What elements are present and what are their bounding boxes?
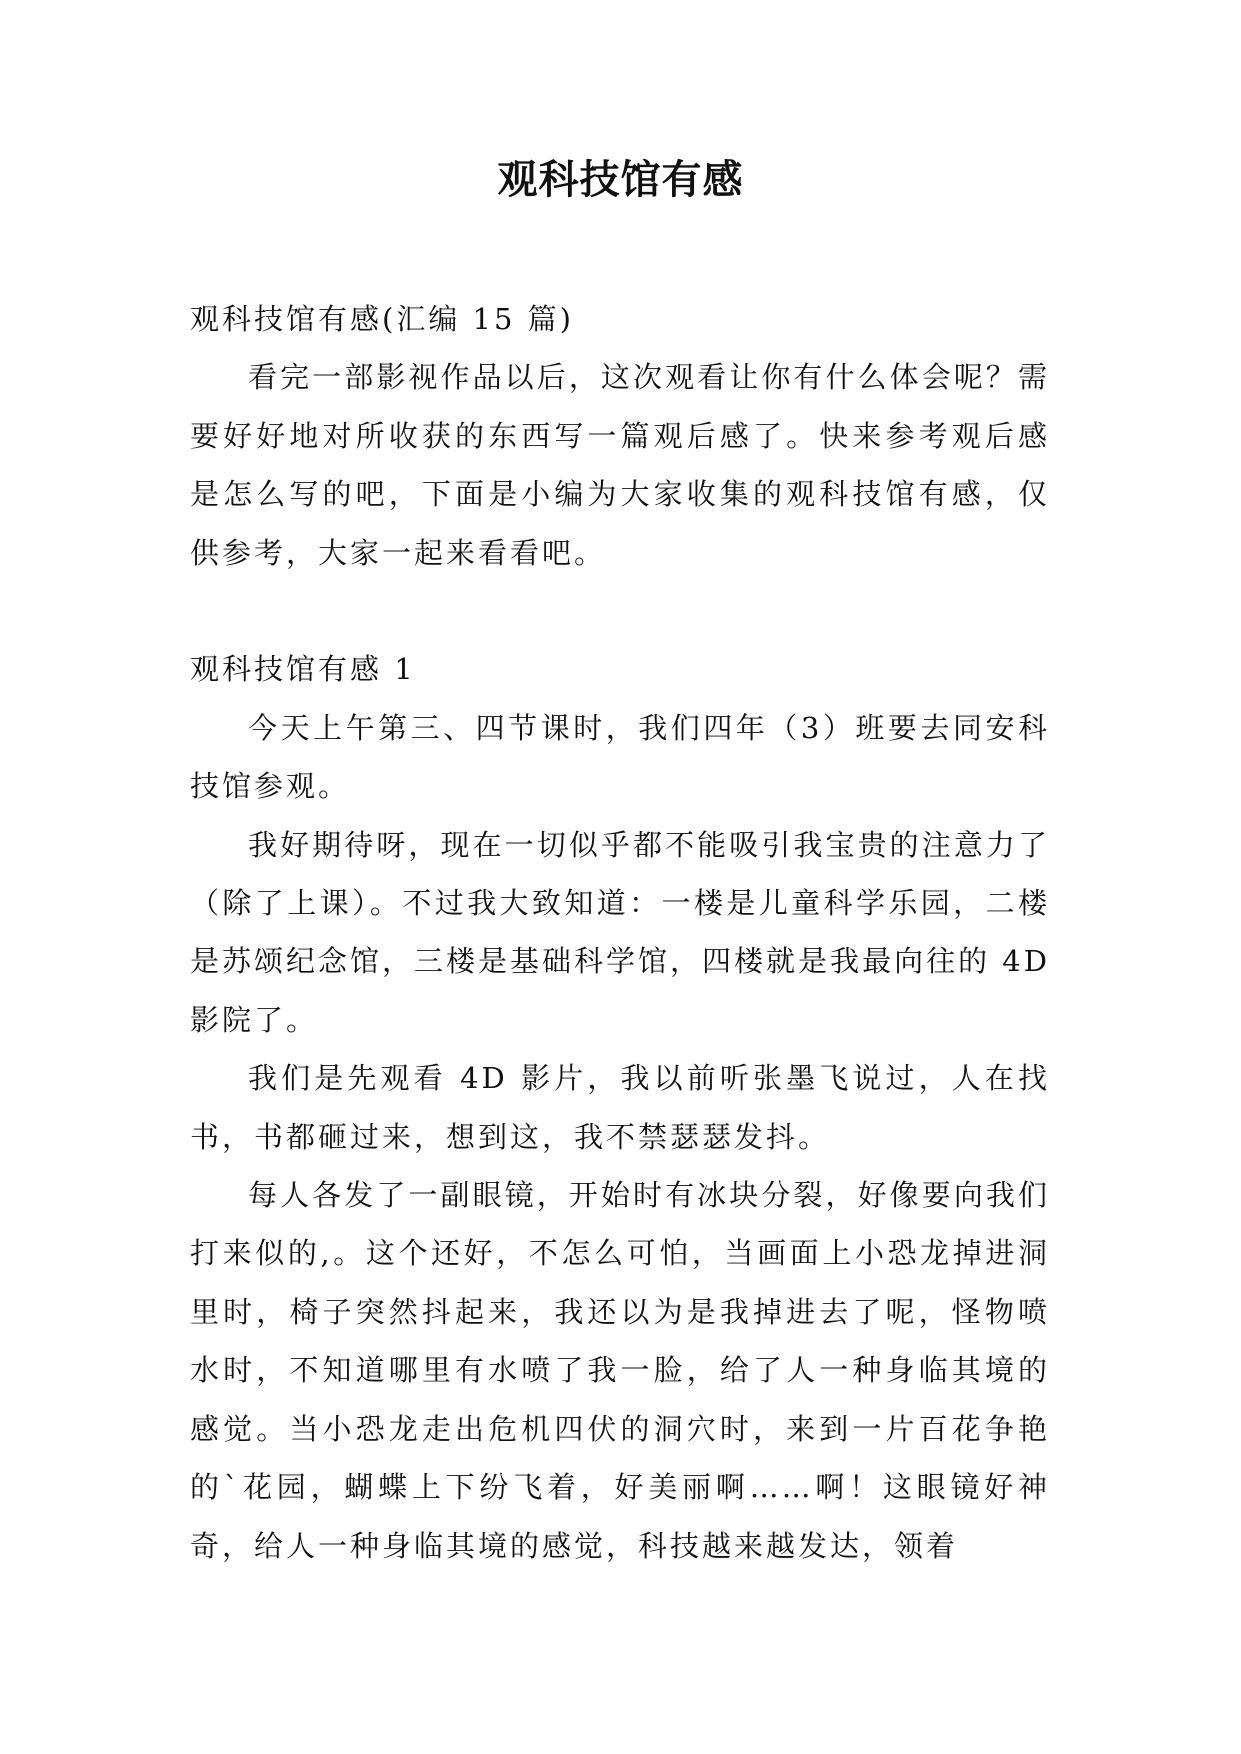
body-paragraph: 我好期待呀，现在一切似乎都不能吸引我宝贵的注意力了（除了上课）。不过我大致知道：一楼是儿童科学乐园，二楼是苏颂纪念馆，三楼是基础科学馆，四楼就是我最向往的 4D 影院了。 (190, 827, 1050, 1037)
document-body (190, 290, 1050, 1575)
body-paragraph: 每人各发了一副眼镜，开始时有冰块分裂，好像要向我们打来似的,。这个还好，不怎么可怕，当画面上小恐龙掉进洞里时，椅子突然抖起来，我还以为是我掉进去了呢，怪物喷水时，不知道哪里有水喷了我一脸，给了人一种身临其境的感觉。当小恐龙走出危机四伏的洞穴时，来到一片百花争艳的`花园，蝴蝶上下纷飞着，好美丽啊……啊！这眼镜好神奇，给人一种身临其境的感觉，科技越来越发达，领着 (190, 1178, 1050, 1563)
section-spacer (190, 582, 1050, 640)
document-subtitle: 观科技馆有感(汇编 15 篇) (190, 302, 574, 336)
body-paragraph: 我们是先观看 4D 影片，我以前听张墨飞说过，人在找书，书都砸过来，想到这，我不禁瑟瑟发抖。 (190, 1061, 1050, 1154)
body-paragraph: 今天上午第三、四节课时，我们四年（3）班要去同安科技馆参观。 (190, 710, 1050, 804)
document-title: 观科技馆有感 (497, 156, 744, 203)
section-heading: 观科技馆有感 1 (190, 652, 416, 687)
intro-paragraph: 看完一部影视作品以后，这次观看让你有什么体会呢？需要好好地对所收获的东西写一篇观后感了。快来参考观后感是怎么写的吧，下面是小编为大家收集的观科技馆有感，仅供参考，大家一起来看看吧。 (190, 360, 1050, 570)
